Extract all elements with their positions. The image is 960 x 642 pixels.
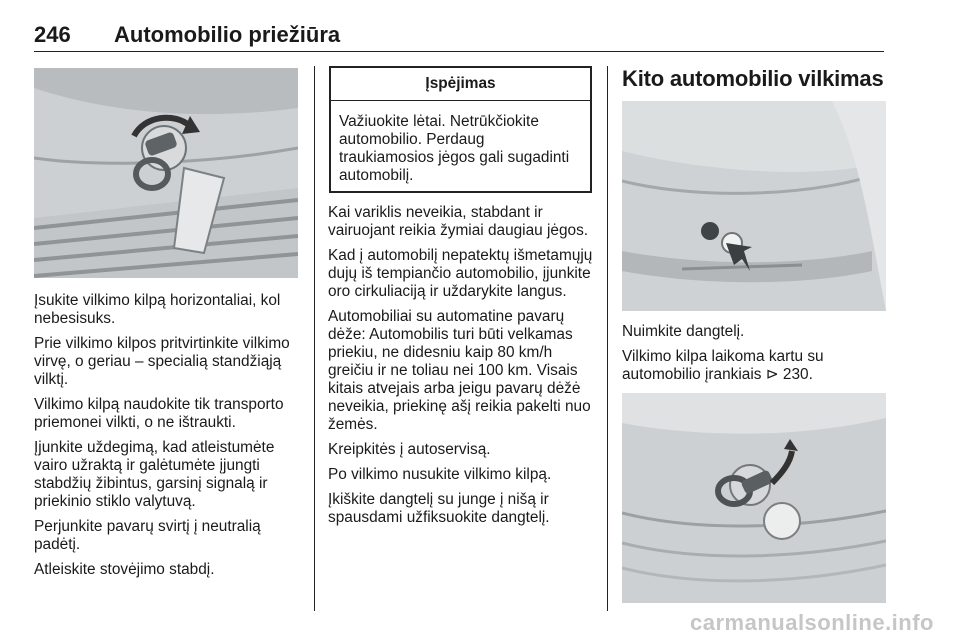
paragraph: Prie vilkimo kilpos pritvirtinkite vilkimo virvę, o geriau – specialią standžiąją vilktį. xyxy=(34,335,290,388)
paragraph: Kai variklis neveikia, stabdant ir vairuojant reikia žymiai daugiau jėgos. xyxy=(328,204,589,239)
column-divider-2 xyxy=(607,66,608,611)
section-title: Kito automobilio vilkimas xyxy=(622,66,884,91)
chapter-title: Automobilio priežiūra xyxy=(114,22,341,47)
paragraph: Automobiliai su automatine pavarų dėže: Automobilis turi būti velkamas priekiu, ne didesniu kaip 80 km/h greičiu ir ne toliau nei 100 km. Visais kitais atvejais arba jeigu pavarų dėžė neveikia, priekinę ašį reikia pakelti nuo žemės. xyxy=(328,308,591,433)
watermark: carmanualsonline.info xyxy=(690,610,934,635)
paragraph: Kreipkitės į autoservisą. xyxy=(328,441,491,458)
paragraph: Įkiškite dangtelį su junge į nišą ir spausdami užfiksuokite dangtelį. xyxy=(328,491,550,526)
header-rule xyxy=(34,51,884,52)
page-number: 246 xyxy=(34,22,71,47)
paragraph: Vilkimo kilpą naudokite tik transporto priemonei vilkti, o ne ištraukti. xyxy=(34,396,284,431)
column-3-text xyxy=(622,323,888,391)
column-1-text xyxy=(34,292,300,586)
paragraph: Atleiskite stovėjimo stabdį. xyxy=(34,561,215,578)
paragraph: Nuimkite dangtelį. xyxy=(622,323,745,340)
paragraph: Kad į automobilį nepatektų išmetamųjų dujų iš tempiančio automobilio, įjunkite oro cirkuliaciją ir uždarykite langus. xyxy=(328,247,593,300)
paragraph: Įsukite vilkimo kilpą horizontaliai, kol nebesisuks. xyxy=(34,292,281,327)
column-divider-1 xyxy=(314,66,315,611)
paragraph: Įjunkite uždegimą, kad atleistumėte vairo užraktą ir galėtumėte įjungti stabdžių žibintus, garsinį signalą ir priekinio stiklo valytuvą. xyxy=(34,439,275,510)
warning-box xyxy=(329,66,592,193)
towing-eye-rear-illustration xyxy=(622,393,886,603)
warning-title: Įspėjimas xyxy=(331,68,590,101)
towing-eye-front-illustration xyxy=(34,68,298,278)
warning-text: Važiuokite lėtai. Netrūkčiokite automobilio. Perdaug traukiamosios jėgos gali sugadinti automobilį. xyxy=(339,113,570,184)
page-header xyxy=(34,10,884,50)
rear-bumper-cover-illustration xyxy=(622,101,886,311)
paragraph: Perjunkite pavarų svirtį į neutralią padėtį. xyxy=(34,518,261,553)
paragraph: Vilkimo kilpa laikoma kartu su automobilio įrankiais ⊳ 230. xyxy=(622,348,824,383)
column-2-text xyxy=(328,204,594,534)
paragraph: Po vilkimo nusukite vilkimo kilpą. xyxy=(328,466,552,483)
